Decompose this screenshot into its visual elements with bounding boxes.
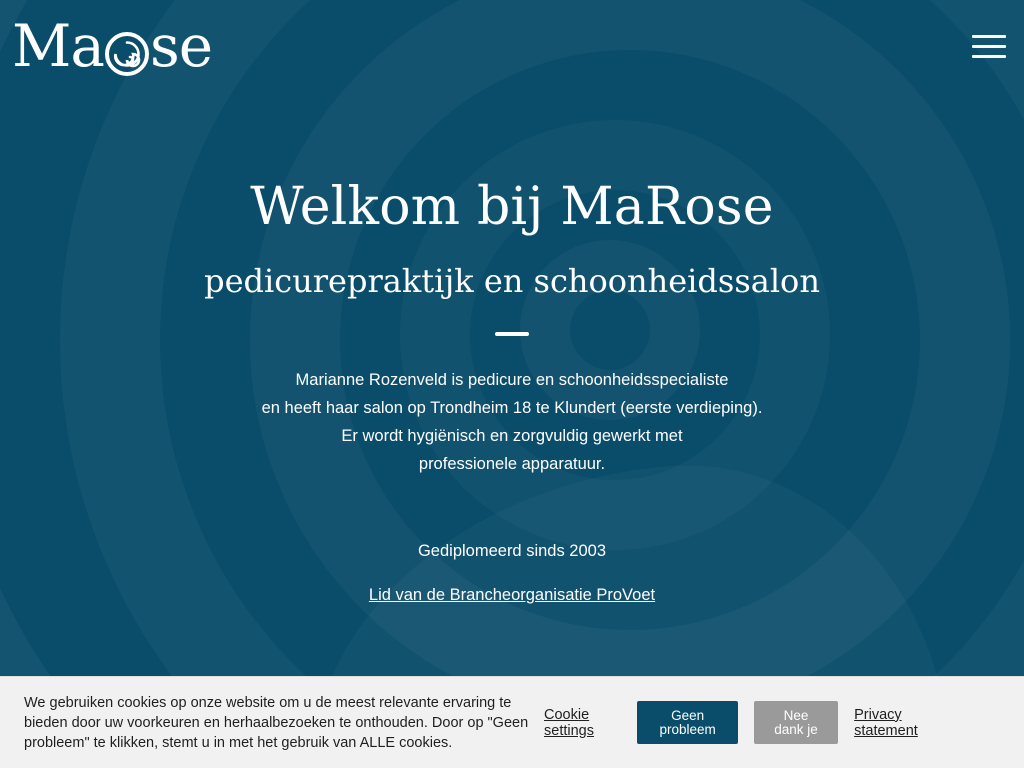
rose-swirl-icon [105,27,149,71]
page-title: Welkom bij MaRose [250,177,774,237]
page-subtitle: pedicurepraktijk en schoonheidssalon [204,261,820,300]
accept-cookies-button[interactable]: Geen probleem [637,701,738,744]
association-link-wrap [369,581,655,609]
logo-text-post: se [149,12,213,80]
hamburger-bar-3 [972,55,1006,58]
cookie-settings-link[interactable]: Cookie settings [544,706,594,739]
hero-credentials [369,520,655,626]
decline-cookies-button[interactable]: Nee dank je [754,701,838,744]
logo-text-pre: Ma [12,12,104,80]
cookie-banner-text: We gebruiken cookies op onze website om u de meest relevante ervaring te bieden door uw voorkeuren en herhaalbezoeken te onthouden. Door op "Geen probleem" te klikken, stemt u in met het gebruik van ALLE cookies. [24,694,529,751]
site-header [0,0,1024,92]
hamburger-menu-icon[interactable] [972,31,1006,61]
hero-paragraph-line: Marianne Rozenveld is pedicure en schoonheidsspecialiste [295,371,729,390]
cookie-banner-actions [544,701,1004,744]
site-logo[interactable] [12,12,213,80]
hero-paragraph [262,366,763,478]
title-divider [495,332,529,336]
hamburger-bar-2 [972,45,1006,48]
hamburger-bar-1 [972,35,1006,38]
privacy-statement-link[interactable]: Privacy statement [854,706,918,739]
hero-paragraph-line: Er wordt hygiënisch en zorgvuldig gewerkt met [341,427,683,446]
cookie-consent-banner [0,676,1024,768]
certification-text: Gediplomeerd sinds 2003 [417,541,607,560]
hero-paragraph-line: professionele apparatuur. [418,455,606,474]
hero-paragraph-line: en heeft haar salon op Trondheim 18 te Klundert (eerste verdieping). [261,399,763,418]
association-link[interactable]: Lid van de Brancheorganisatie ProVoet [368,586,656,605]
